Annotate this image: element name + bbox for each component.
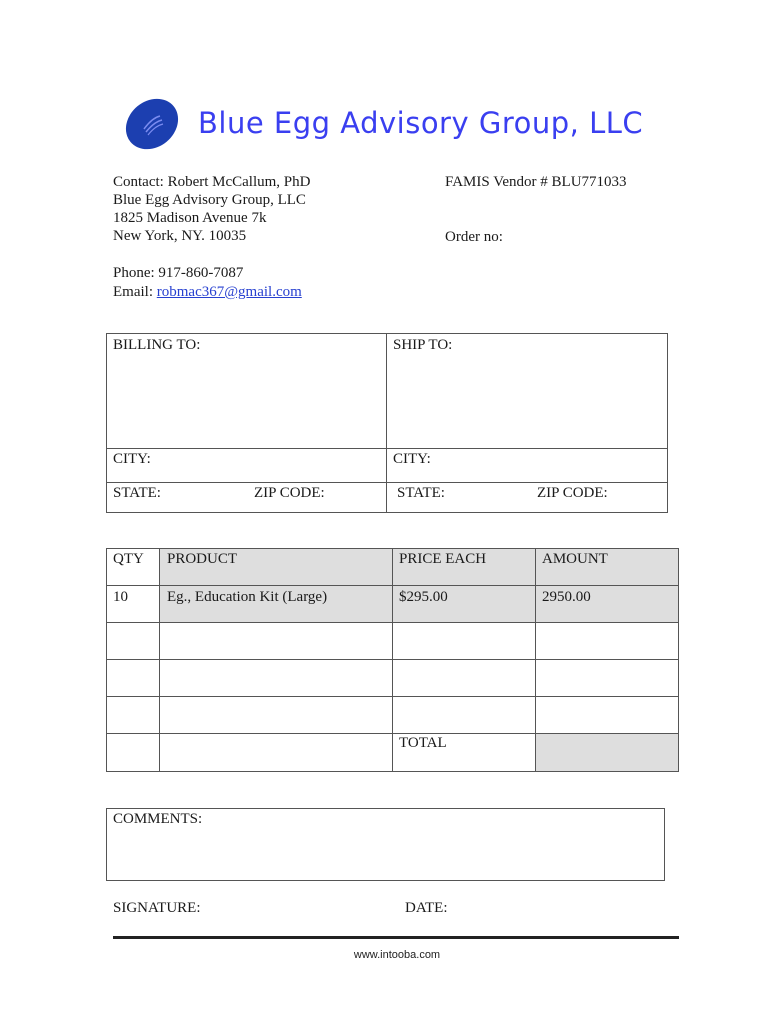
qty-header: QTY — [113, 551, 144, 567]
comments-label: COMMENTS: — [113, 811, 203, 827]
table-cell — [159, 733, 393, 772]
signature-label: SIGNATURE: — [113, 900, 201, 916]
signature-line — [113, 936, 679, 939]
famis-vendor: FAMIS Vendor # BLU771033 — [445, 174, 627, 190]
ship-zip-label: ZIP CODE: — [537, 485, 608, 501]
product-header: PRODUCT — [167, 551, 238, 567]
address-divider-vertical — [386, 333, 387, 512]
table-row — [106, 733, 160, 772]
email-line — [113, 283, 302, 301]
email-link[interactable]: robmac367@gmail.com — [156, 284, 302, 300]
table-cell — [392, 696, 536, 734]
billing-state-label: STATE: — [113, 485, 161, 501]
ship-state-label: STATE: — [397, 485, 445, 501]
company-logo — [118, 96, 644, 152]
price-each-header: PRICE EACH — [399, 551, 487, 567]
billing-city-label: CITY: — [113, 451, 151, 467]
amount-header: AMOUNT — [542, 551, 608, 567]
table-cell — [392, 659, 536, 697]
company-logo-text: Blue Egg Advisory Group, LLC — [198, 106, 644, 140]
row-price: $295.00 — [399, 589, 448, 605]
total-amount-cell — [535, 733, 679, 772]
table-cell — [535, 696, 679, 734]
contact-city: New York, NY. 10035 — [113, 228, 247, 244]
address-divider-state — [106, 482, 667, 483]
table-row — [106, 696, 160, 734]
table-cell — [535, 659, 679, 697]
billing-zip-label: ZIP CODE: — [254, 485, 325, 501]
footer-text: www.intooba.com — [353, 949, 441, 961]
contact-block — [113, 173, 310, 245]
ship-to-label: SHIP TO: — [393, 337, 453, 353]
date-label: DATE: — [405, 900, 448, 916]
billing-to-label: BILLING TO: — [113, 337, 201, 353]
address-divider-city — [106, 448, 667, 449]
table-cell — [535, 622, 679, 660]
row-amount: 2950.00 — [542, 589, 591, 605]
table-row — [106, 659, 160, 697]
table-row — [106, 622, 160, 660]
phone: Phone: 917-860-7087 — [113, 265, 244, 281]
contact-company: Blue Egg Advisory Group, LLC — [113, 192, 306, 208]
row-product: Eg., Education Kit (Large) — [167, 589, 328, 605]
ship-city-label: CITY: — [393, 451, 431, 467]
table-cell — [159, 622, 393, 660]
order-number-label: Order no: — [445, 229, 503, 245]
row-qty: 10 — [113, 589, 128, 605]
blue-egg-icon — [122, 96, 182, 152]
contact-street: 1825 Madison Avenue 7k — [113, 210, 267, 226]
email-label: Email: — [113, 284, 157, 300]
table-cell — [159, 696, 393, 734]
total-label: TOTAL — [399, 735, 447, 751]
table-cell — [392, 622, 536, 660]
table-cell — [159, 659, 393, 697]
contact-name: Contact: Robert McCallum, PhD — [113, 174, 311, 190]
